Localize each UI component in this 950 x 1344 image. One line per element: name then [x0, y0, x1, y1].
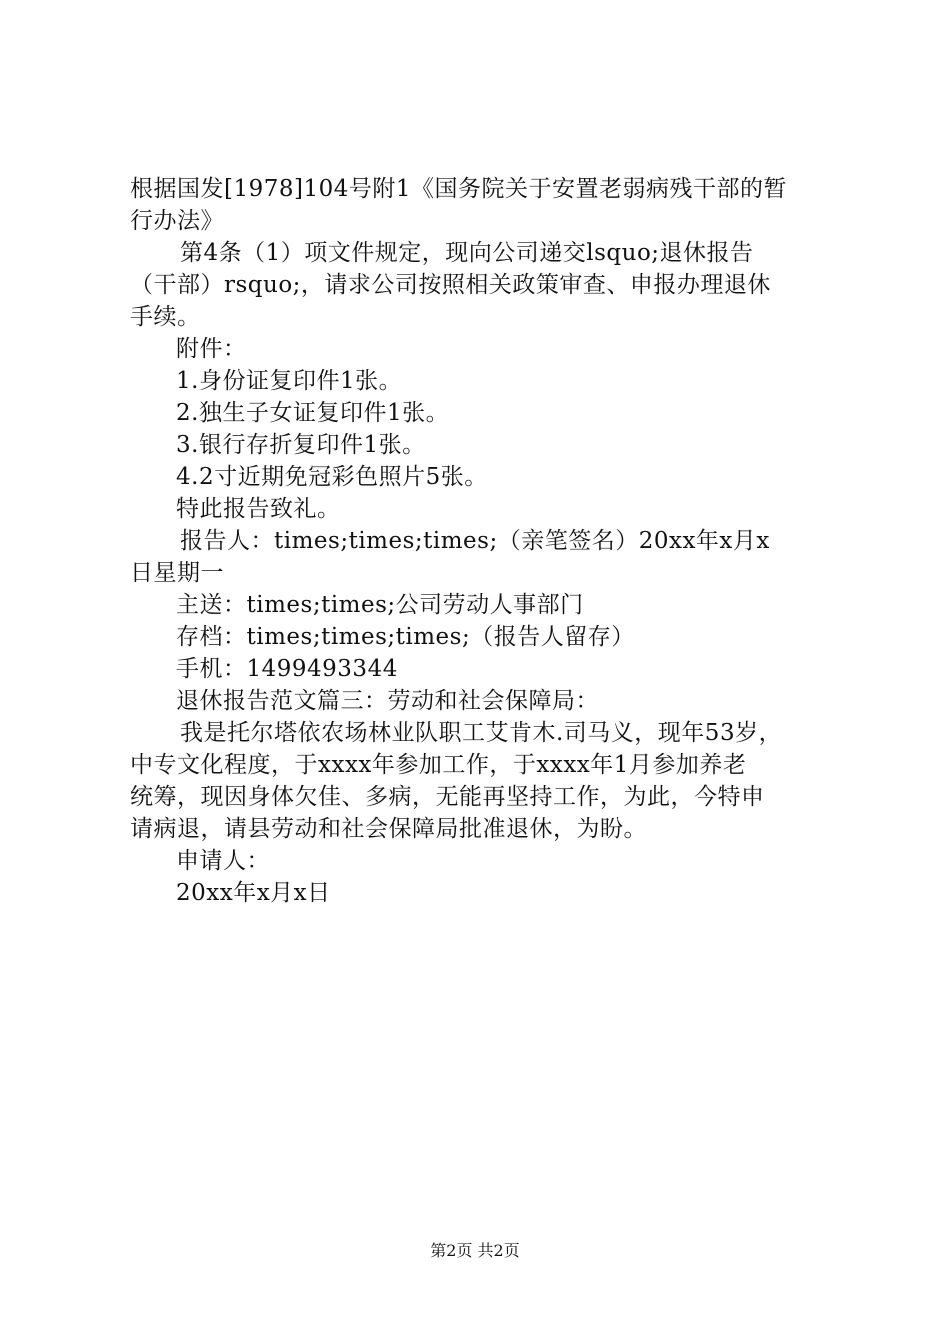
text-line: 根据国发[1978]104号附1《国务院关于安置老弱病残干部的暂: [130, 176, 788, 202]
text-line: 附件：: [176, 336, 247, 362]
text-line: 手机：1499493344: [176, 656, 398, 682]
text-line: 统筹，现因身体欠佳、多病，无能再坚持工作，为此，今特申: [130, 784, 765, 810]
list-item: 2.独生子女证复印件1张。: [176, 400, 450, 426]
text-line: 行办法》: [130, 208, 224, 234]
text-line: 存档：times;times;times;（报告人留存）: [176, 624, 635, 650]
text-line: 手续。: [130, 304, 201, 330]
list-item: 4.2寸近期免冠彩色照片5张。: [176, 464, 488, 490]
text-line: 20xx年x月x日: [176, 880, 331, 906]
text-line: 报告人：times;times;times;（亲笔签名）20xx年x月x: [180, 528, 770, 554]
text-line: 日星期一: [130, 560, 224, 586]
list-item: 3.银行存折复印件1张。: [176, 432, 426, 458]
text-line: 特此报告致礼。: [176, 496, 341, 522]
text-line: 请病退，请县劳动和社会保障局批准退休，为盼。: [130, 816, 647, 842]
page-number: 第2页 共2页: [430, 1241, 520, 1260]
document-body: [130, 173, 835, 909]
text-line: 申请人：: [176, 848, 270, 874]
list-item: 1.身份证复印件1张。: [176, 368, 403, 394]
text-line: 中专文化程度，于xxxx年参加工作，于xxxx年1月参加养老: [130, 752, 747, 778]
page-footer: [0, 1241, 950, 1261]
text-line: 第4条（1）项文件规定，现向公司递交lsquo;退休报告: [180, 240, 754, 266]
text-line: （干部）rsquo;，请求公司按照相关政策审查、申报办理退休: [130, 272, 771, 298]
section-heading: 退休报告范文篇三：劳动和社会保障局：: [176, 688, 599, 714]
text-line: 我是托尔塔依农场林业队职工艾肯木.司马义，现年53岁，: [180, 720, 783, 746]
text-line: 主送：times;times;公司劳动人事部门: [176, 592, 584, 618]
